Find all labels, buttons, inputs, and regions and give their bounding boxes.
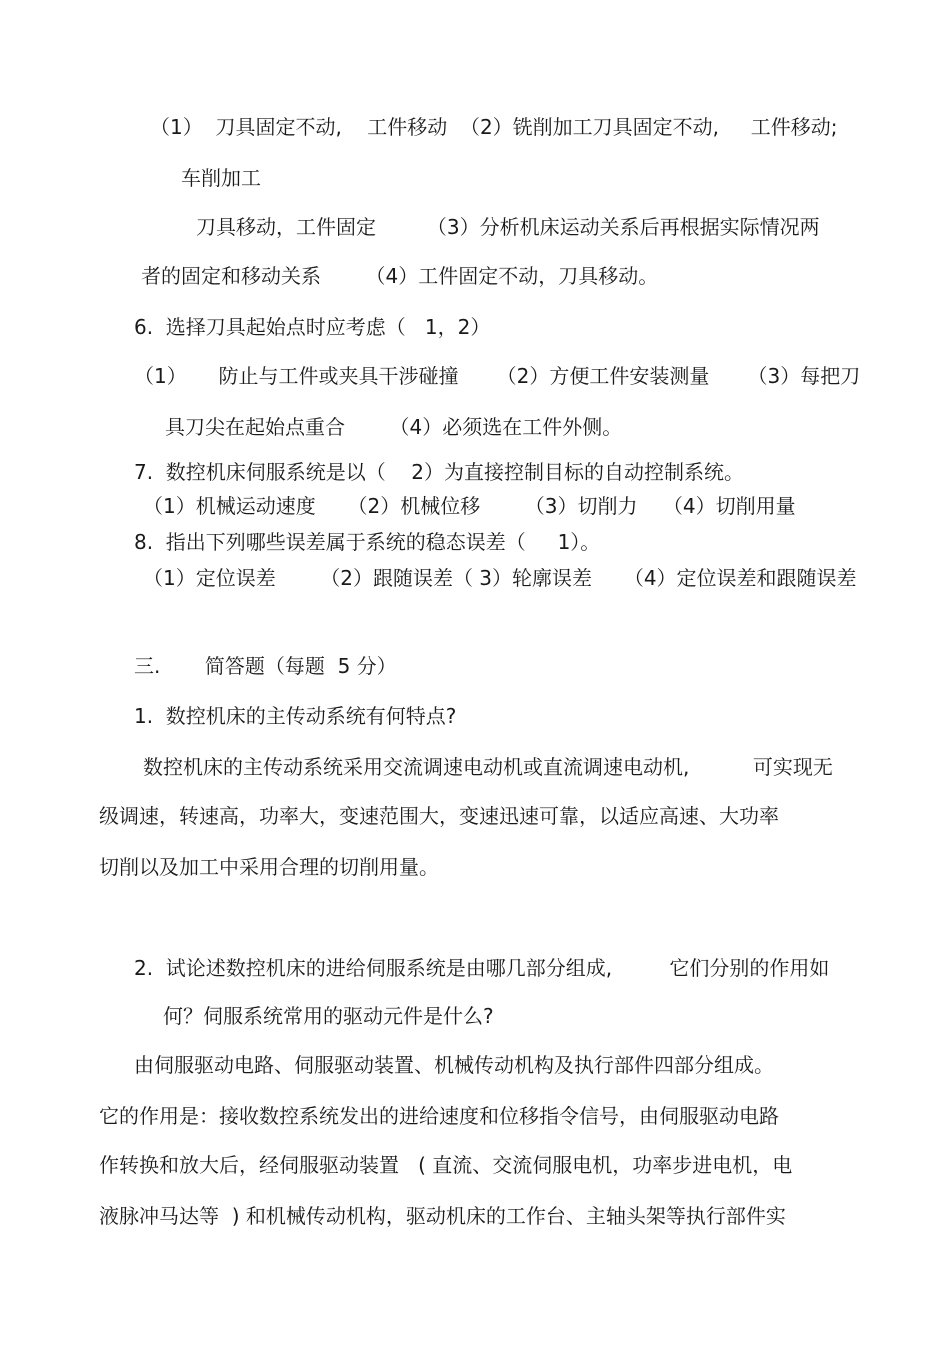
question-6-options-line-1: （1） 防止与工件或夹具干涉碰撞 （2）方便工件安装测量 （3）每把刀 [134,364,861,388]
answer-5-options-line-2: 车削加工 [181,166,261,190]
question-8-options: （1）定位误差 （2）跟随误差（ 3）轮廓误差 （4）定位误差和跟随误差 [143,566,857,590]
short-answer-2-line-2: 它的作用是：接收数控系统发出的进给速度和位移指令信号，由伺服驱动电路 [99,1104,779,1128]
section-heading-short-answer: 三. 简答题（每题 5 分） [134,654,397,678]
short-question-1: 1. 数控机床的主传动系统有何特点? [134,704,457,728]
answer-5-options-line-4: 者的固定和移动关系 （4）工件固定不动，刀具移动。 [141,264,659,288]
short-answer-1-line-1: 数控机床的主传动系统采用交流调速电动机或直流调速电动机, 可实现无 [143,755,833,779]
question-6: 6. 选择刀具起始点时应考虑（ 1，2） [134,315,491,339]
short-answer-1-line-3: 切削以及加工中采用合理的切削用量。 [99,855,439,879]
question-7: 7. 数控机床伺服系统是以（ 2）为直接控制目标的自动控制系统。 [134,460,744,484]
short-question-2-line-2: 何？伺服系统常用的驱动元件是什么? [163,1004,494,1028]
short-answer-2-line-3: 作转换和放大后，经伺服驱动装置 ( 直流、交流伺服电机，功率步进电机，电 [99,1153,793,1177]
question-6-options-line-2: 具刀尖在起始点重合 （4）必须选在工件外侧。 [165,415,623,439]
answer-5-options-line-1: （1） 刀具固定不动, 工件移动 （2）铣削加工刀具固定不动, 工件移动; [150,115,838,139]
short-answer-2-line-4: 液脉冲马达等 ) 和机械传动机构，驱动机床的工作台、主轴头架等执行部件实 [99,1204,786,1228]
short-answer-1-line-2: 级调速，转速高，功率大，变速范围大，变速迅速可靠，以适应高速、大功率 [99,804,779,828]
short-answer-2-line-1: 由伺服驱动电路、伺服驱动装置、机械传动机构及执行部件四部分组成。 [134,1053,774,1077]
question-7-options: （1）机械运动速度 （2）机械位移 （3）切削力 （4）切削用量 [143,494,796,518]
short-question-2-line-1: 2. 试论述数控机床的进给伺服系统是由哪几部分组成, 它们分别的作用如 [134,956,830,980]
question-8: 8. 指出下列哪些误差属于系统的稳态误差（ 1）。 [134,530,601,554]
answer-5-options-line-3: 刀具移动，工件固定 （3）分析机床运动关系后再根据实际情况两 [196,215,820,239]
